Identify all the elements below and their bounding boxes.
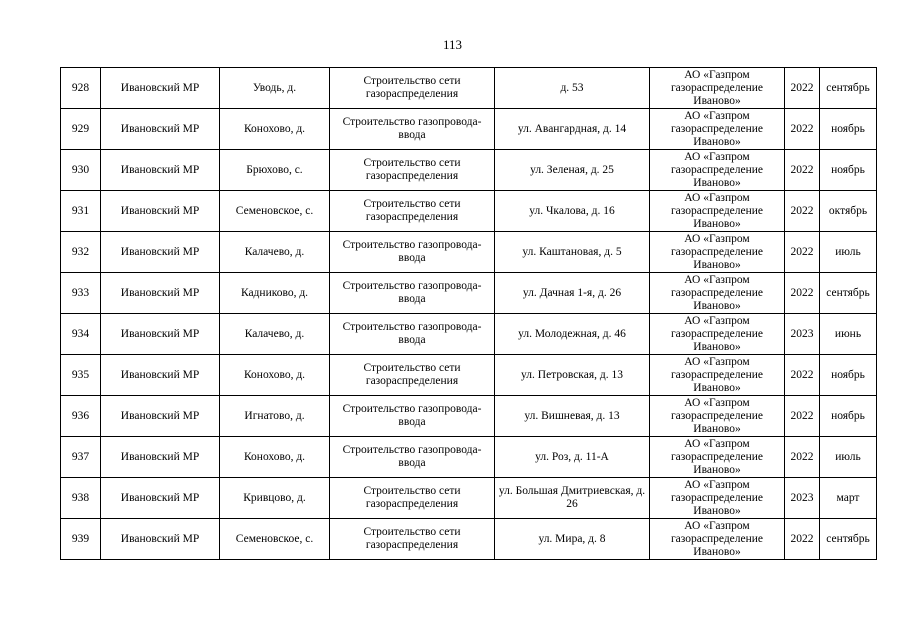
gasification-table bbox=[60, 67, 877, 560]
month-cell: ноябрь bbox=[820, 355, 877, 396]
month-cell: сентябрь bbox=[820, 273, 877, 314]
organization-cell: АО «Газпром газораспределение Иваново» bbox=[650, 396, 785, 437]
district-cell: Ивановский МР bbox=[101, 68, 220, 109]
year-cell: 2022 bbox=[785, 355, 820, 396]
district-cell: Ивановский МР bbox=[101, 437, 220, 478]
district-cell: Ивановский МР bbox=[101, 273, 220, 314]
year-cell: 2022 bbox=[785, 150, 820, 191]
page-number: 113 bbox=[442, 37, 463, 52]
month-cell: сентябрь bbox=[820, 519, 877, 560]
year-cell: 2022 bbox=[785, 68, 820, 109]
organization-cell: АО «Газпром газораспределение Иваново» bbox=[650, 150, 785, 191]
organization-cell: АО «Газпром газораспределение Иваново» bbox=[650, 191, 785, 232]
table-row bbox=[61, 150, 877, 191]
address-cell: ул. Молодежная, д. 46 bbox=[495, 314, 650, 355]
row-number-cell: 937 bbox=[61, 437, 101, 478]
address-cell: ул. Роз, д. 11-А bbox=[495, 437, 650, 478]
row-number-cell: 939 bbox=[61, 519, 101, 560]
work-type-cell: Строительство сети газораспределения bbox=[330, 150, 495, 191]
district-cell: Ивановский МР bbox=[101, 519, 220, 560]
table-row bbox=[61, 314, 877, 355]
month-cell: март bbox=[820, 478, 877, 519]
organization-cell: АО «Газпром газораспределение Иваново» bbox=[650, 478, 785, 519]
district-cell: Ивановский МР bbox=[101, 109, 220, 150]
row-number-cell: 931 bbox=[61, 191, 101, 232]
month-cell: октябрь bbox=[820, 191, 877, 232]
work-type-cell: Строительство сети газораспределения bbox=[330, 519, 495, 560]
work-type-cell: Строительство сети газораспределения bbox=[330, 478, 495, 519]
row-number-cell: 938 bbox=[61, 478, 101, 519]
address-cell: ул. Дачная 1-я, д. 26 bbox=[495, 273, 650, 314]
district-cell: Ивановский МР bbox=[101, 478, 220, 519]
month-cell: ноябрь bbox=[820, 150, 877, 191]
work-type-cell: Строительство газопровода-ввода bbox=[330, 437, 495, 478]
table-row bbox=[61, 519, 877, 560]
row-number-cell: 930 bbox=[61, 150, 101, 191]
address-cell: ул. Мира, д. 8 bbox=[495, 519, 650, 560]
district-cell: Ивановский МР bbox=[101, 355, 220, 396]
table-row bbox=[61, 68, 877, 109]
table-row bbox=[61, 232, 877, 273]
table-row bbox=[61, 396, 877, 437]
address-cell: ул. Вишневая, д. 13 bbox=[495, 396, 650, 437]
settlement-cell: Брюхово, с. bbox=[220, 150, 330, 191]
address-cell: ул. Зеленая, д. 25 bbox=[495, 150, 650, 191]
year-cell: 2022 bbox=[785, 109, 820, 150]
organization-cell: АО «Газпром газораспределение Иваново» bbox=[650, 355, 785, 396]
row-number-cell: 934 bbox=[61, 314, 101, 355]
district-cell: Ивановский МР bbox=[101, 232, 220, 273]
row-number-cell: 932 bbox=[61, 232, 101, 273]
settlement-cell: Уводь, д. bbox=[220, 68, 330, 109]
settlement-cell: Кривцово, д. bbox=[220, 478, 330, 519]
address-cell: ул. Петровская, д. 13 bbox=[495, 355, 650, 396]
row-number-cell: 928 bbox=[61, 68, 101, 109]
year-cell: 2023 bbox=[785, 478, 820, 519]
settlement-cell: Калачево, д. bbox=[220, 314, 330, 355]
work-type-cell: Строительство газопровода-ввода bbox=[330, 273, 495, 314]
work-type-cell: Строительство газопровода-ввода bbox=[330, 232, 495, 273]
settlement-cell: Конохово, д. bbox=[220, 109, 330, 150]
work-type-cell: Строительство газопровода-ввода bbox=[330, 314, 495, 355]
month-cell: июль bbox=[820, 232, 877, 273]
table-row bbox=[61, 109, 877, 150]
organization-cell: АО «Газпром газораспределение Иваново» bbox=[650, 68, 785, 109]
work-type-cell: Строительство газопровода-ввода bbox=[330, 109, 495, 150]
table-row bbox=[61, 437, 877, 478]
table-row bbox=[61, 478, 877, 519]
address-cell: д. 53 bbox=[495, 68, 650, 109]
year-cell: 2023 bbox=[785, 314, 820, 355]
organization-cell: АО «Газпром газораспределение Иваново» bbox=[650, 519, 785, 560]
settlement-cell: Семеновское, с. bbox=[220, 519, 330, 560]
organization-cell: АО «Газпром газораспределение Иваново» bbox=[650, 273, 785, 314]
year-cell: 2022 bbox=[785, 519, 820, 560]
row-number-cell: 933 bbox=[61, 273, 101, 314]
year-cell: 2022 bbox=[785, 191, 820, 232]
month-cell: июнь bbox=[820, 314, 877, 355]
row-number-cell: 936 bbox=[61, 396, 101, 437]
district-cell: Ивановский МР bbox=[101, 314, 220, 355]
year-cell: 2022 bbox=[785, 437, 820, 478]
row-number-cell: 935 bbox=[61, 355, 101, 396]
work-type-cell: Строительство сети газораспределения bbox=[330, 191, 495, 232]
table-row bbox=[61, 355, 877, 396]
organization-cell: АО «Газпром газораспределение Иваново» bbox=[650, 109, 785, 150]
row-number-cell: 929 bbox=[61, 109, 101, 150]
address-cell: ул. Большая Дмитриевская, д. 26 bbox=[495, 478, 650, 519]
table-body bbox=[61, 68, 877, 560]
settlement-cell: Семеновское, с. bbox=[220, 191, 330, 232]
address-cell: ул. Каштановая, д. 5 bbox=[495, 232, 650, 273]
table-row bbox=[61, 191, 877, 232]
settlement-cell: Конохово, д. bbox=[220, 355, 330, 396]
month-cell: июль bbox=[820, 437, 877, 478]
district-cell: Ивановский МР bbox=[101, 150, 220, 191]
district-cell: Ивановский МР bbox=[101, 191, 220, 232]
settlement-cell: Калачево, д. bbox=[220, 232, 330, 273]
organization-cell: АО «Газпром газораспределение Иваново» bbox=[650, 314, 785, 355]
month-cell: сентябрь bbox=[820, 68, 877, 109]
work-type-cell: Строительство сети газораспределения bbox=[330, 68, 495, 109]
year-cell: 2022 bbox=[785, 232, 820, 273]
month-cell: ноябрь bbox=[820, 396, 877, 437]
organization-cell: АО «Газпром газораспределение Иваново» bbox=[650, 232, 785, 273]
month-cell: ноябрь bbox=[820, 109, 877, 150]
year-cell: 2022 bbox=[785, 273, 820, 314]
settlement-cell: Конохово, д. bbox=[220, 437, 330, 478]
work-type-cell: Строительство газопровода-ввода bbox=[330, 396, 495, 437]
settlement-cell: Кадниково, д. bbox=[220, 273, 330, 314]
address-cell: ул. Авангардная, д. 14 bbox=[495, 109, 650, 150]
work-type-cell: Строительство сети газораспределения bbox=[330, 355, 495, 396]
settlement-cell: Игнатово, д. bbox=[220, 396, 330, 437]
address-cell: ул. Чкалова, д. 16 bbox=[495, 191, 650, 232]
table-row bbox=[61, 273, 877, 314]
organization-cell: АО «Газпром газораспределение Иваново» bbox=[650, 437, 785, 478]
year-cell: 2022 bbox=[785, 396, 820, 437]
district-cell: Ивановский МР bbox=[101, 396, 220, 437]
